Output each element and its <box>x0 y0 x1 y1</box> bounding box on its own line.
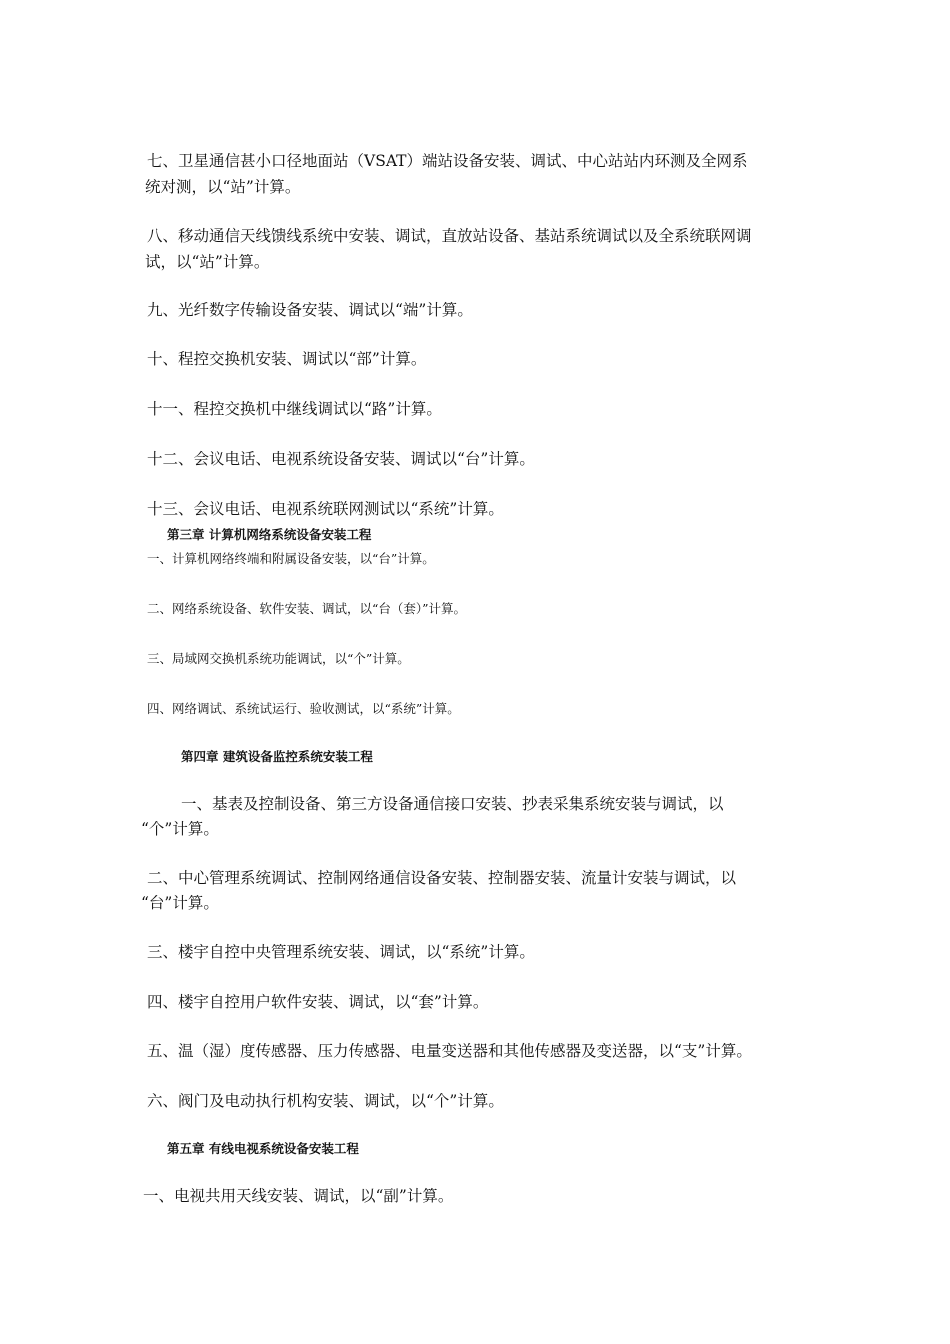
chapter-4-item-5: 五、温（湿）度传感器、压力传感器、电量变送器和其他传感器及变送器，以“支”计算。 <box>147 1042 752 1060</box>
chapter-5-item-1: 一、电视共用天线安装、调试，以“副”计算。 <box>143 1187 454 1205</box>
chapter-4-item-1-line-2: “个”计算。 <box>141 820 219 838</box>
chapter-3-item-4: 四、网络调试、系统试运行、验收测试，以“系统”计算。 <box>147 701 460 716</box>
chapter-4-item-1-line-1: 一、基表及控制设备、第三方设备通信接口安装、抄表采集系统安装与调试，以 <box>181 795 724 813</box>
chapter-4-item-6: 六、阀门及电动执行机构安装、调试，以“个”计算。 <box>147 1092 504 1110</box>
item-7-line-1: 七、卫星通信甚小口径地面站（VSAT）端站设备安装、调试、中心站站内环测及全网系 <box>147 152 748 170</box>
item-13: 十三、会议电话、电视系统联网测试以“系统”计算。 <box>147 500 504 518</box>
chapter-4-title: 第四章 建筑设备监控系统安装工程 <box>181 749 373 764</box>
item-11: 十一、程控交换机中继线调试以“路”计算。 <box>147 400 442 418</box>
item-9: 九、光纤数字传输设备安装、调试以“端”计算。 <box>147 301 473 319</box>
chapter-4-item-3: 三、楼宇自控中央管理系统安装、调试，以“系统”计算。 <box>147 943 535 961</box>
chapter-3-item-1: 一、计算机网络终端和附属设备安装，以“台”计算。 <box>147 551 435 566</box>
item-10: 十、程控交换机安装、调试以“部”计算。 <box>147 350 427 368</box>
item-7-line-2: 统对测，以“站”计算。 <box>145 178 301 196</box>
chapter-3-title: 第三章 计算机网络系统设备安装工程 <box>167 527 372 542</box>
item-8-line-1: 八、移动通信天线馈线系统中安装、调试，直放站设备、基站系统调试以及全系统联网调 <box>147 227 752 245</box>
chapter-5-title: 第五章 有线电视系统设备安装工程 <box>167 1141 359 1156</box>
item-8-line-2: 试，以“站”计算。 <box>145 253 270 271</box>
chapter-4-item-2-line-1: 二、中心管理系统调试、控制网络通信设备安装、控制器安装、流量计安装与调试，以 <box>147 869 737 887</box>
item-12: 十二、会议电话、电视系统设备安装、调试以“台”计算。 <box>147 450 535 468</box>
chapter-4-item-2-line-2: “台”计算。 <box>141 894 219 912</box>
chapter-3-item-2: 二、网络系统设备、软件安装、调试，以“台（套）”计算。 <box>147 601 467 616</box>
chapter-3-item-3: 三、局域网交换机系统功能调试，以“个”计算。 <box>147 651 410 666</box>
chapter-4-item-4: 四、楼宇自控用户软件安装、调试，以“套”计算。 <box>147 993 489 1011</box>
